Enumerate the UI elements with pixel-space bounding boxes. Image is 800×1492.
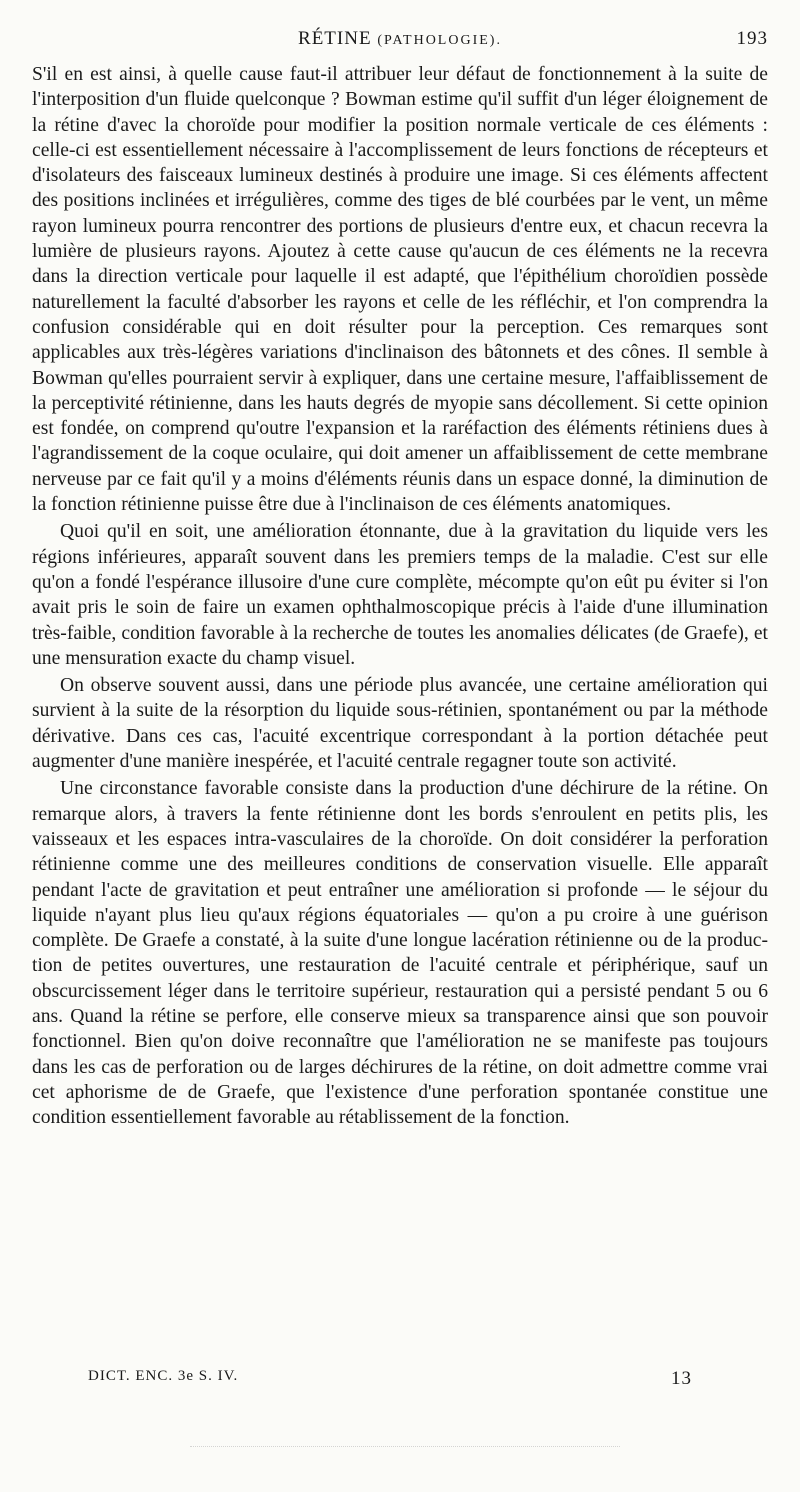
paragraph-1: S'il en est ainsi, à quelle cause faut-il attribuer leur défaut de fonctionnement à la suite de l'interposition d'un fluide quelconque ? Bowman estime qu'il suffit d'un léger éloignement de la rétine d'avec la choroïde pour modifier la position normale verticale de ces éléments : celle-ci est essentiellement nécessaire à l'accomplissement de leurs fonctions de récepteurs et d'isolateurs des faisceaux lumineux destinés à produire une image. Si ces éléments affectent des positions inclinées et irrégulières, comme des tiges de blé courbées par le vent, un même rayon lumineux pourra rencontrer des portions de plusieurs d'entre eux, et chacun recevra la lumière de plusieurs rayons. Ajoutez à cette cause qu'aucun de ces éléments ne la recevra dans la direction verticale pour laquelle il est adapté, que l'épithélium choroïdien possède naturellement la faculté d'absorber les rayons et celle de les réfléchir, et l'on comprendra la confusion considérable qui en doit résulter pour la perception. Ces remarques sont applicables aux très-légères variations d'inclinaison des bâtonnets et des cônes. Il semble à Bowman qu'elles pourraient servir à expliquer, dans une certaine mesure, l'affaiblissement de la perceptivité rétinienne, dans les hauts degrés de myopie sans décollement. Si cette opinion est fondée, on comprend qu'outre l'expansion et la raréfaction des éléments rétiniens dues à l'agrandissement de la coque oculaire, qui doit amener un affaiblissement de cette membrane nerveuse par ce fait qu'il y a moins d'éléments réunis dans un espace donné, la diminution de la fonction rétinienne puisse être due à l'inclinaison de ces éléments anatomiques. [32,64,768,516]
signature-number: 13 [671,1368,692,1389]
page [32,28,768,1132]
header-title: RÉTINE [298,28,372,49]
running-head [32,28,768,54]
printer-signature: DICT. ENC. 3e S. IV. [88,1368,239,1384]
body-text [32,62,768,1130]
paragraph-2: Quoi qu'il en soit, une amélioration étonnante, due à la gravitation du liquide vers les régions inférieures, apparaît souvent dans les premiers temps de la maladie. C'est sur elle qu'on a fondé l'espérance illusoire d'une cure complète, mécompte qu'on eût pu éviter si l'on avait pris le soin de faire un examen ophthalmoscopique précis à l'aide d'une illumination très-faible, condition favorable à la recherche de toutes les anomalies délicates (de Graefe), et une mensuration exacte du champ visuel. [32,521,768,669]
paragraph-4: Une circonstance favorable consiste dans la production d'une déchirure de la rétine. On remarque alors, à travers la fente rétinienne dont les bords s'enroulent en petits plis, les vaisseaux et les espaces intra-vasculaires de la choroïde. On doit considérer la perforation rétinienne comme une des meilleures conditions de conservation visuelle. Elle apparaît pendant l'acte de gravitation et peut entraîner une amélioration si profonde — le séjour du liquide n'ayant plus lieu qu'aux régions équatoriales — qu'on a pu croire à une guérison complète. De Graefe a constaté, à la suite d'une longue lacération rétinienne ou de la production de petites ouvertures, une restauration de l'acuité centrale et périphérique, sauf un obscurcissement léger dans le territoire supérieur, restauration qui a persisté pendant 5 ou 6 ans. Quand la rétine se perfore, elle conserve mieux sa transparence ainsi que son pouvoir fonctionnel. Bien qu'on doive reconnaître que l'amélioration ne se manifeste pas toujours dans les cas de perforation ou de larges déchirures de la rétine, on doit admettre comme vrai cet aphorisme de de Graefe, que l'existence d'une perforation spontanée constitue une condition essentiellement favorable au rétablissement de la fonction. [32,778,768,1129]
header-subtitle: (PATHOLOGIE). [377,33,502,48]
bleed-through-dots [190,1446,620,1449]
page-number: 193 [736,28,768,49]
running-title [32,28,768,50]
paragraph-3: On observe souvent aussi, dans une période plus avancée, une certaine amélioration qui survient à la suite de la résorption du liquide sous-rétinien, spontanément ou par la méthode dérivative. Dans ces cas, l'acuité excentrique correspondant à la portion détachée peut augmenter d'une manière inespérée, et l'acuité centrale regagner toute son activité. [32,675,768,773]
